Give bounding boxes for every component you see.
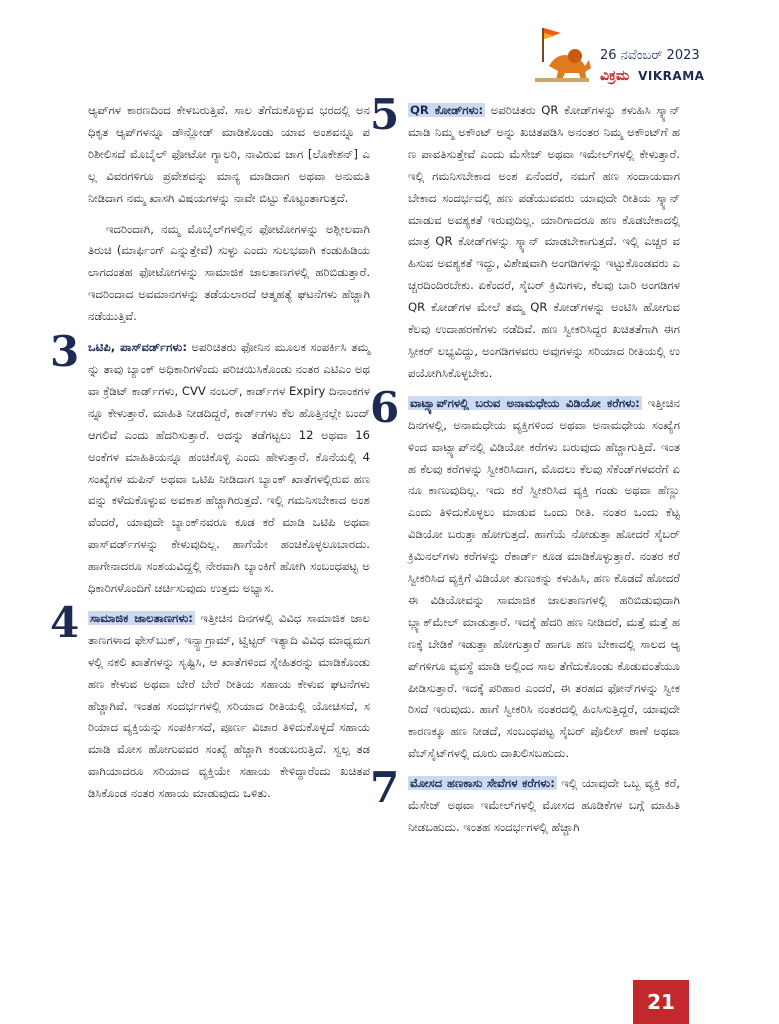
section-heading: ಸಾಮಾಜಿಕ ಜಾಲತಾಣಗಳು: bbox=[90, 610, 193, 625]
brand-name bbox=[600, 68, 704, 84]
right-column bbox=[370, 90, 680, 847]
section-heading: ವಾಟ್ಸ್ಯಾಪ್‌ಗಳಲ್ಲಿ ಬರುವ ಅನಾಮಧೇಯ ವಿಡಿಯೋ ಕರೆಗಳು: bbox=[410, 395, 640, 410]
page-header bbox=[0, 0, 779, 95]
section-body: ಇತ್ತೀಚಿನ ದಿನಗಳಲ್ಲಿ, ಅನಾಮಧೇಯ ವ್ಯಕ್ತಿಗಳಿಂದ ಅಥವಾ ಅನಾಮಧೇಯ ಸಂಖ್ಯೆಗಳಿಂದ ವಾಟ್ಸ್ಯಾಪ್‌ನಲ್ಲಿ ವಿಡಿಯೋ ಕರೆಗಳು ಬರುವುದು ಹೆಚ್ಚಾಗುತ್ತಿದೆ. ಇಂತಹ ಕೆಲವು ಕರೆಗಳನ್ನು ಸ್ವೀಕರಿಸಿದಾಗ, ಮೊದಲು ಕೆಲವು ಸೆಕೆಂಡ್‌ಗಳವರೆಗೆ ಏನೂ ಕಾಣುವುದಿಲ್ಲ. ಇದು ಕರೆ ಸ್ವೀಕರಿಸಿದ ವ್ಯಕ್ತಿ ಗಂಡು ಅಥವಾ ಹೆಣ್ಣು ಎಂದು ತಿಳಿದುಕೊಳ್ಳಲು ಮಾಡುವ ಒಂದು ರೀತಿ. ನಂತರ ಒಂದು ಕೆಟ್ಟ ವಿಡಿಯೋ ಬರುತ್ತಾ ಹೋಗುತ್ತದೆ. ಹಾಗೆಯೆ ನೋಡುತ್ತಾ ಹೋದರೆ ಸೈಬರ್ ಕ್ರಿಮಿನಲ್‌ಗಳು ಕರೆಗಳನ್ನು ರೆಕಾರ್ಡ್ ಕೂಡ ಮಾಡಿಕೊಳ್ಳುತ್ತಾರೆ. ನಂತರ ಕರೆ ಸ್ವೀಕರಿಸಿದ ವ್ಯಕ್ತಿಗೆ ವಿಡಿಯೋ ತುಣುಕನ್ನು ಕಳುಹಿಸಿ, ಹಣ ಕೊಡದೆ ಹೋದರೆ ಈ ವಿಡಿಯೋವನ್ನು ಸಾಮಾಜಿಕ ಜಾಲತಾಣಗಳಲ್ಲಿ ಹರಿಬಿಡುವುದಾಗಿ ಬ್ಲ್ಯಾಕ್‌ಮೇಲ್ ಮಾಡುತ್ತಾರೆ. ಇದಕ್ಕೆ ಹೆದರಿ ಹಣ ನೀಡಿದರೆ, ಮತ್ತೆ ಮತ್ತೆ ಹಣಕ್ಕೆ ಬೇಡಿಕೆ ಇಡುತ್ತಾ ಹೋಗುತ್ತಾರೆ ಹಾಗೂ ಹಣ ಬೇಕಾದಲ್ಲಿ ಸಾಲದ ಆ್ಯಪ್‌ಗಳಿಗೂ ವ್ಯವಸ್ಥೆ ಮಾಡಿ ಅಲ್ಲಿಂದ ಸಾಲ ತೆಗೆದುಕೊಂಡು ಕೊಡುವಂತೆಯೂ ಪೀಡಿಸುತ್ತಾರೆ. ಇದಕ್ಕೆ ಪರಿಹಾರ ಎಂದರೆ, ಈ ತರಹದ ಫೋನ್‌ಗಳನ್ನು ಸ್ವೀಕರಿಸದೆ ಇರುವುದು. ಹಾಗೆ ಸ್ವೀಕರಿಸಿ ನಂತರದಲ್ಲಿ ಹಿಂಸಿಸುತ್ತಿದ್ದರೆ, ಯಾವುದೇ ಕಾರಣಕ್ಕೂ ಹಣ ನೀಡದೆ, ಸಂಬಂಧಪಟ್ಟ ಸೈಬರ್ ಪೊಲೀಸ್ ಠಾಣೆ ಅಥವಾ ವೆಬ್‌ಸೈಟ್‌ಗಳಲ್ಲಿ ದೂರು ದಾಖಲಿಸಬಹುದು. bbox=[408, 395, 680, 761]
section-heading: ಮೋಸದ ಹಣಕಾಸು ಸೇವೆಗಳ ಕರೆಗಳು: bbox=[410, 776, 555, 791]
flag-lion-logo-icon bbox=[525, 22, 595, 84]
section-number: 4 bbox=[50, 597, 80, 647]
section-4 bbox=[50, 597, 370, 805]
section-6 bbox=[370, 382, 680, 765]
page-number: 21 bbox=[633, 980, 689, 1024]
section-number: 3 bbox=[50, 327, 80, 377]
issue-date: 26 ನವೆಂಬರ್ 2023 bbox=[600, 48, 700, 63]
brand-english: VIKRAMA bbox=[638, 69, 705, 83]
section-7 bbox=[370, 763, 680, 839]
section-number: 5 bbox=[370, 90, 400, 139]
brand-kannada: ವಿಕ್ರಮ bbox=[600, 68, 630, 84]
intro-paragraph-2: ಇದರಿಂದಾಗಿ, ನಮ್ಮ ಮೊಬೈಲ್‌ಗಳಲ್ಲಿನ ಫೋಟೋಗಳನ್ನು ಅಶ್ಲೀಲವಾಗಿ ತಿರುಚಿ (ಮಾರ್ಫಿಂಗ್ ಎನ್ನುತ್ತೇವೆ) ಸುಳ್ಳು ಎಂದು ಸುಲಭವಾಗಿ ಕಂಡುಹಿಡಿಯಲಾಗದಂತಹ ಫೋಟೋಗಳನ್ನು ಸಾಮಾಜಿಕ ಜಾಲತಾಣಗಳಲ್ಲಿ ಹರಿಬಿಡುತ್ತಾರೆ. ಇದರಿಂದಾದ ಅವಮಾನಗಳನ್ನು ತಡೆಯಲಾರದೆ ಆತ್ಮಹತ್ಯೆ ಘಟನೆಗಳು ಹೆಚ್ಚಾಗಿ ನಡೆಯುತ್ತಿವೆ. bbox=[88, 221, 370, 324]
intro-paragraph-1: ಆ್ಯಪ್‌ಗಳ ಕಾರಣದಿಂದ ಕೇಳಬರುತ್ತಿವೆ. ಸಾಲ ತೆಗೆದುಕೊಳ್ಳುವ ಭರದಲ್ಲಿ ಅನಧಿಕೃತ ಆ್ಯಪ್‌ಗಳನ್ನೂ ಡೌನ್ಲೋಡ್ ಮಾಡಿಕೊಂಡು ಯಾವ ಅಂಶವನ್ನೂ ಪರಿಶೀಲಿಸದೆ ಮೊಬೈಲ್ ಫೋಟೋ ಗ್ಯಾಲರಿ, ನಾವಿರುವ ಜಾಗ [ಲೊಕೇಶನ್] ಎಲ್ಲ ವಿವರಗಳಿಗೂ ಪ್ರವೇಶವನ್ನು ಮಾನ್ಯ ಮಾಡಿದಾಗ ಅಥವಾ ಅನುಮತಿ ನೀಡಿದಾಗ ನಮ್ಮ ಖಾಸಗಿ ವಿಷಯಗಳನ್ನು ನಾವೇ ಬಿಟ್ಟು ಕೊಟ್ಟಂತಾಗುತ್ತದೆ. bbox=[88, 103, 370, 205]
section-body: ಅಪರಿಚಿತರು ಫೋನಿನ ಮೂಲಕ ಸಂಪರ್ಕಿಸಿ ತಮ್ಮನ್ನು ತಾವು ಬ್ಯಾಂಕ್ ಅಧಿಕಾರಿಗಳೆಂದು ಪರಿಚಯಿಸಿಕೊಂಡು ನಂತರ ಎಟಿಎಂ ಅಥವಾ ಕ್ರೆಡಿಟ್ ಕಾರ್ಡ್‌ಗಳು, CVV ನಂಬರ್, ಕಾರ್ಡ್‌ಗಳ Expiry ದಿನಾಂಕಗಳನ್ನೂ ಕೇಳುತ್ತಾರೆ. ಮಾಹಿತಿ ನೀಡದಿದ್ದರೆ, ಕಾರ್ಡ್‌ಗಳು ಕೆಲ ಹೊತ್ತಿನಲ್ಲೇ ಬಂದ್ ಆಗಲಿವೆ ಎಂದು ಹೆದರಿಸುತ್ತಾರೆ. ಅದನ್ನು ತಡೆಗಟ್ಟಲು 12 ಅಥವಾ 16 ಅಂಕೆಗಳ ಮಾಹಿತಿಯನ್ನೂ ಹಂಚಿಕೊಳ್ಳಿ ಎಂದು ಹೇಳುತ್ತಾರೆ. ಕೊನೆಯಲ್ಲಿ 4 ಸಂಖ್ಯೆಗಳ ಮಪಿನ್ ಅಥವಾ ಒಟಿಪಿ ನೀಡಿದಾಗ ಬ್ಯಾಂಕ್ ಖಾತೆಗಳಲ್ಲಿರುವ ಹಣವನ್ನು ಕಳೆದುಕೊಳ್ಳುವ ಅವಕಾಶ ಹೆಚ್ಚಾಗಿರುತ್ತದೆ. ಇಲ್ಲಿ ಗಮನಿಸಬೇಕಾದ ಅಂಶವೆಂದರೆ, ಯಾವುದೇ ಬ್ಯಾಂಕ್‌ನವರೂ ಕೂಡ ಕರೆ ಮಾಡಿ ಒಟಿಪಿ ಅಥವಾ ಪಾಸ್‌ವರ್ಡ್‌ಗಳನ್ನು ಕೇಳುವುದಿಲ್ಲ. ಹಾಗೆಯೇ ಹಂಚಿಕೊಳ್ಳಲೂಬಾರದು. ಹಾಗೇನಾದರೂ ಸಂಶಯವಿದ್ದಲ್ಲಿ ನೇರವಾಗಿ ಬ್ಯಾಂಕಿಗೆ ಹೋಗಿ ಸಂಬಂಧಪಟ್ಟ ಅಧಿಕಾರಿಗಳೊಂದಿಗೆ ಚರ್ಚಿಸುವುದು ಉತ್ತಮ ಅಭ್ಯಾಸ. bbox=[88, 340, 370, 596]
section-heading: QR ಕೋಡ್‌ಗಳು: bbox=[410, 103, 484, 117]
section-3 bbox=[50, 327, 370, 600]
section-5 bbox=[370, 90, 680, 385]
left-column bbox=[50, 100, 370, 813]
section-body: ಅಪರಿಚಿತರು QR ಕೋಡ್‌ಗಳನ್ನು ಕಳುಹಿಸಿ ಸ್ಕ್ಯಾನ್ ಮಾಡಿ ನಿಮ್ಮ ಅಕೌಂಟ್ ಅನ್ನು ಖಚಿತಪಡಿಸಿ ಅನಂತರ ನಿಮ್ಮ ಅಕೌಂಟ್‌ಗೆ ಹಣ ಪಾವತಿಸುತ್ತೇವೆ ಎಂದು ಮೆಸೇಜ್ ಅಥವಾ ಇಮೇಲ್‌ಗಳಲ್ಲಿ ಕೇಳುತ್ತಾರೆ. ಇಲ್ಲಿ ಗಮನಿಸಬೇಕಾದ ಅಂಶ ಏನೆಂದರೆ, ನಮಗೆ ಹಣ ಸಂದಾಯವಾಗಬೇಕಾದ ಸಂದರ್ಭದಲ್ಲಿ ಹಣ ಪಡೆಯುವವರು ಯಾವುದೇ ರೀತಿಯ ಸ್ಕ್ಯಾನ್ ಮಾಡುವ ಅವಶ್ಯಕತೆ ಇರುವುದಿಲ್ಲ. ಯಾರಿಗಾದರೂ ಹಣ ಕೊಡಬೇಕಾದಲ್ಲಿ ಮಾತ್ರ QR ಕೋಡ್‌ಗಳನ್ನು ಸ್ಕ್ಯಾನ್ ಮಾಡಬೇಕಾಗುತ್ತದೆ. ಇಲ್ಲಿ ಎಚ್ಚರ ವಹಿಸುವ ಅವಶ್ಯಕತೆ ಇದ್ದು, ವಿಶೇಷವಾಗಿ ಅಂಗಡಿಗಳನ್ನು ಇಟ್ಟುಕೊಂಡವರು ಎಚ್ಚರದಿಂದಿರಬೇಕು. ಏಕೆಂದರೆ, ಸೈಬರ್ ಕ್ರಿಮಿಗಳು, ಕೆಲವು ಬಾರಿ ಅಂಗಡಿಗಳ QR ಕೋಡ್‌ಗಳ ಮೇಲೆ ತಮ್ಮ QR ಕೋಡ್‌ಗಳನ್ನು ಅಂಟಿಸಿ ಹೋಗುವ ಕೆಲವು ಉದಾಹರಣೆಗಳು ನಡೆದಿವೆ. ಹಣ ಸ್ವೀಕರಿಸಿದ್ದರ ಖಚಿತತೆಗಾಗಿ ಈಗ ಸ್ಪೀಕರ್ ಲಭ್ಯವಿದ್ದು, ಅಂಗಡಿಗಳವರು ಅವುಗಳನ್ನು ಸರಿಯಾದ ರೀತಿಯಲ್ಲಿ ಉಪಯೋಗಿಸಿಕೊಳ್ಳಬೇಕು. bbox=[408, 103, 680, 380]
section-body: ಇತ್ತೀಚಿನ ದಿನಗಳಲ್ಲಿ ವಿವಿಧ ಸಾಮಾಜಿಕ ಜಾಲತಾಣಗಳಾದ ಫೇಸ್‌ಬುಕ್, ಇನ್ಸ್ಟಾಗ್ರಾಮ್, ಟ್ವಿಟ್ಟರ್ ಇತ್ಯಾದಿ ವಿವಿಧ ಮಾಧ್ಯಮಗಳಲ್ಲಿ ನಕಲಿ ಖಾತೆಗಳನ್ನು ಸೃಷ್ಟಿಸಿ, ಆ ಖಾತೆಗಳಿಂದ ಸ್ನೇಹಿತರನ್ನು ಮಾಡಿಕೊಂಡು ಹಣ ಕೇಳುವ ಅಥವಾ ಬೇರೆ ಬೇರೆ ರೀತಿಯ ಸಹಾಯ ಕೇಳುವ ಘಟನೆಗಳು ಹೆಚ್ಚಾಗಿವೆ. ಇಂತಹ ಸಂದರ್ಭಗಳಲ್ಲಿ ಸರಿಯಾದ ರೀತಿಯಲ್ಲಿ ಯೋಚಿಸದೆ, ಸರಿಯಾದ ವ್ಯಕ್ತಿಯನ್ನು ಸಂಪರ್ಕಿಸದೆ, ಪೂರ್ಣ ವಿಚಾರ ತಿಳಿದುಕೊಳ್ಳದೆ ಸಹಾಯ ಮಾಡಿ ಮೋಸ ಹೋಗುವವರ ಸಂಖ್ಯೆ ಹೆಚ್ಚಾಗಿ ಕಂಡುಬರುತ್ತಿದೆ. ಸ್ವಲ್ಪ ತಡವಾಗಿಯಾದರೂ ಸರಿಯಾದ ವ್ಯಕ್ತಿಯೇ ಸಹಾಯ ಕೇಳಿದ್ದಾರೆಂದು ಖಚಿತಪಡಿಸಿಕೊಂಡ ನಂತರ ಸಹಾಯ ಮಾಡುವುದು ಒಳಿತು. bbox=[88, 610, 370, 801]
section-number: 6 bbox=[370, 382, 400, 432]
section-heading: ಒಟಿಪಿ, ಪಾಸ್‌ವರ್ಡ್‌ಗಳು: bbox=[88, 340, 187, 355]
section-body: ಇಲ್ಲಿ ಯಾವುದೇ ಒಬ್ಬ ವ್ಯಕ್ತಿ ಕರೆ, ಮೆಸೇಜ್ ಅಥವಾ ಇಮೇಲ್‌ಗಳಲ್ಲಿ ಮೋಸದ ಹೂಡಿಕೆಗಳ ಬಗ್ಗೆ ಮಾಹಿತಿ ನೀಡಬಹುದು. ಇಂತಹ ಸಂದರ್ಭಗಳಲ್ಲಿ ಹೆಚ್ಚಾಗಿ bbox=[408, 776, 680, 834]
section-number: 7 bbox=[370, 763, 400, 813]
